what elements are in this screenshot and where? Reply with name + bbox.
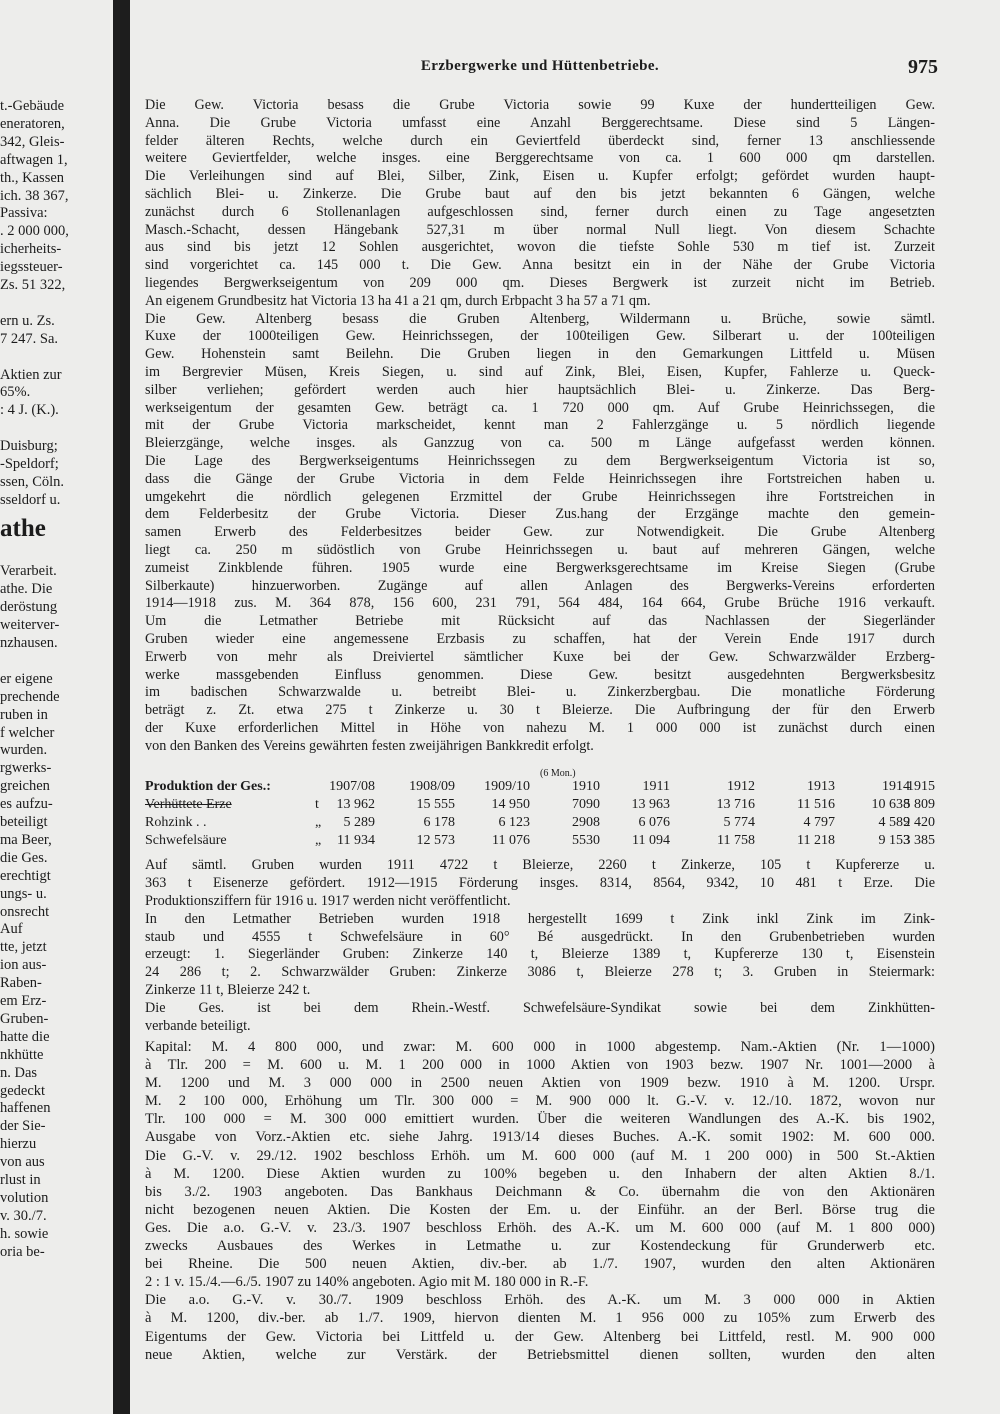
text-line: mit der Grube Victoria markscheidet, kennt man 2 Fahlerzgänge u. 5 nördlich liegende: [145, 417, 935, 434]
text-line: weitere Geviertfelder, welche insges. eine Berggerechtsame von ca. 1 600 000 qm darstellen.: [145, 150, 935, 167]
text-line: neue Aktien, welche zur Verstärk. der Betriebsmittel dienen sollten, wurden den alten: [145, 1346, 935, 1363]
table-cell: 2 420: [903, 815, 935, 830]
table-year-header: 1909/10: [484, 779, 530, 794]
left-fragment-line: eneratoren,: [0, 115, 65, 132]
left-fragment-line: aftwagen 1,: [0, 151, 68, 168]
left-fragment-line: th., Kassen: [0, 169, 65, 186]
left-fragment-line: hierzu: [0, 1136, 37, 1153]
text-line: 2 : 1 v. 15./4.—6./5. 1907 zu 140% angeboten. Agio mit M. 180 000 in R.-F.: [145, 1274, 589, 1291]
left-fragment-line: rlust in: [0, 1172, 41, 1188]
text-line: im Bergrevier Müsen, Kreis Siegen, u. sind auf Zink, Blei, Eisen, Kupfer, Fahlerze u. Queck-: [145, 363, 935, 380]
text-line: der Kuxe erforderlichen Mittel in Höhe von nahezu M. 1 000 000 ist zunächst durch einen: [145, 719, 935, 736]
text-line: Auf sämtl. Gruben wurden 1911 4722 t Bleierze, 2260 t Zinkerze, 105 t Kupfererze u.: [145, 857, 935, 873]
text-line: Kuxe der 1000teiligen Gew. Heinrichssegen, der 100teiligen Gew. Silberart u. der 100teiligen: [145, 328, 935, 345]
table-cell: 7090: [572, 797, 600, 812]
table-year-header: 1913: [807, 779, 835, 794]
text-line: Die Verleihungen sind auf Blei, Silber, Zink, Eisen u. Kupfer erfolgt; gefördet wurden haupt-: [145, 168, 935, 185]
text-line: Zinkerze 11 t, Bleierze 242 t.: [145, 982, 311, 999]
text-line: beträgt z. Zt. etwa 275 t Zinkerze u. 30 t Bleierze. Die Aufbringung der für den Erwerb: [145, 702, 935, 719]
left-fragment-line: Duisburg;: [0, 438, 58, 455]
left-fragment-line: Verarbeit.: [0, 563, 57, 580]
table-row-label: Rohzink . .: [145, 815, 207, 830]
text-line: M. 1200 und M. 3 000 000 in 2500 neuen Aktien von 1909 bezw. 1910 à M. 1200. Urspr.: [145, 1075, 935, 1092]
text-line: Die G.-V. v. 29./12. 1902 beschloss Erhöh. um M. 600 000 (auf M. 1 200 000) in 500 St.-Aktien: [145, 1147, 935, 1164]
left-fragment-line: h. sowie: [0, 1225, 49, 1242]
left-fragment-line: : 4 J. (K.).: [0, 402, 59, 419]
section-output-figures: [145, 857, 935, 1036]
left-fragment-line: er eigene: [0, 670, 53, 687]
text-line: zunächst durch 6 Stollenanlagen aufgeschlossen sind, ferner durch einen zu Tage angesetzten: [145, 203, 935, 220]
text-line: 24 286 t; 2. Schwarzwälder Gruben: Zinkerze 3086 t, Bleierze 278 t; 3. Gruben in Steiermark:: [145, 964, 935, 981]
text-line: erzeugt: 1. Siegerländer Gruben: Zinkerze 140 t, Bleierze 1389 t, Kupfererze 130 t, Eisenstein: [145, 946, 935, 963]
text-line: zwecks Ausbaues des Werkes in Letmathe u. zur Kostendeckung für Grunderwerb etc.: [145, 1238, 935, 1255]
text-line: dass die Gänge der Grube Victoria in dem Felde Heinrichssegen ihre Fortstreichen haben u.: [145, 470, 935, 487]
left-fragment-line: Gruben-: [0, 1010, 49, 1027]
left-fragment-line: icherheits-: [0, 241, 62, 258]
text-line: à M. 1200. Diese Aktien wurden zu 100% begeben u. den Inhabern der alten Aktien 8./1.: [145, 1165, 935, 1182]
text-line: bis 3./2. 1903 angeboten. Das Bankhaus Deichmann & Co. übernahm die von den Aktionären: [145, 1183, 935, 1200]
table-title: Produktion der Ges.:: [145, 779, 271, 794]
text-line: Gew. Hohenstein samt Beilehn. Die Gruben liegen in den Gemarkungen Littfeld u. Müsen: [145, 346, 935, 363]
table-cell: 10 638: [871, 797, 910, 812]
text-line: Die Ges. ist bei dem Rhein.-Westf. Schwefelsäure-Syndikat sowie bei dem Zinkhütten-: [145, 1000, 935, 1017]
text-line: felder älteren Rechts, welche durch ein Geviertfeld überdeckt sind, ferner 13 anschliessende: [145, 132, 935, 149]
left-fragment-line: ich. 38 367,: [0, 187, 69, 204]
text-line: Die Gew. Altenberg besass die Gruben Altenberg, Wildermann u. Brüche, sowie sämtl.: [145, 310, 935, 327]
left-fragment-line: die Ges.: [0, 849, 48, 866]
text-line: von den Banken des Vereins gewährten festen zweijährigen Bankkredit erfolgt.: [145, 737, 594, 754]
text-line: werke massgebenden Einfluss genommen. Diese Gew. besitzt ausgedehnten Bergwerksbesitz: [145, 666, 935, 683]
table-cell: 6 178: [423, 815, 455, 830]
text-line: zumeist Zinkblende führen. 1905 wurde eine Bergwerksgerechtsame im Kreise Siegen (Grube: [145, 559, 935, 576]
left-fragment-line: prechende: [0, 688, 60, 705]
left-fragment-line: n. Das: [0, 1064, 38, 1081]
left-fragment-line: Aktien zur: [0, 366, 62, 383]
table-cell: 3 385: [903, 833, 935, 848]
text-line: samen Erwerb des Felderbesitzes beider Gew. zur Notwendigkeit. Die Grube Altenberg: [145, 524, 935, 541]
left-fragment-line: ma Beer,: [0, 831, 52, 848]
table-year-header: 1911: [642, 779, 670, 794]
text-line: umgekehrt die nördlich gelegenen Erzmittel der Grube Heinrichssegen ihre Fortstreichen in: [145, 488, 935, 505]
text-line: Masch.-Schacht, dessen Hängebank 527,31 m über normal Null liegt. Von diesem Schachte: [145, 221, 935, 238]
table-cell: 11 934: [337, 833, 375, 848]
table-cell: 11 218: [797, 833, 835, 848]
table-row-unit: t: [315, 797, 319, 812]
table-cell: 5 809: [903, 797, 935, 812]
left-fragment-line: iegssteuer-: [0, 259, 63, 276]
text-line: Die Gew. Victoria besass die Grube Victoria sowie 99 Kuxe der hundertteiligen Gew.: [145, 97, 935, 113]
left-fragment-line: erechtigt: [0, 867, 51, 884]
text-line: Gruben wieder eine angemessene Erzbasis zu schaffen, hat der Verein Ende 1917 durch: [145, 630, 935, 647]
left-fragment-line: oria be-: [0, 1243, 45, 1260]
table-note-six-months: (6 Mon.): [540, 768, 576, 779]
text-line: Erwerb von mehr als Dreiviertel sämtlicher Kuxe bei der Gew. Schwarzwälder Erzberg-: [145, 648, 935, 665]
table-cell: 11 758: [717, 833, 755, 848]
table-year-header: 1912: [727, 779, 755, 794]
text-line: Kapital: M. 4 800 000, und zwar: M. 600 000 in 1000 abgestemp. Nam.-Aktien (Nr. 1—1000): [145, 1039, 935, 1055]
left-fragment-line: gedeckt: [0, 1082, 46, 1099]
left-fragment-line: f welcher: [0, 724, 55, 741]
text-line: liegt ca. 250 m südöstlich von Grube Heinrichssegen u. baut auf mehreren Gängen, welche: [145, 541, 935, 558]
table-year-header: 1907/08: [329, 779, 375, 794]
table-header-row: [145, 779, 935, 797]
left-fragment-line: onsrecht: [0, 903, 50, 920]
text-line: liegendes Bergwerkseigentum von 209 000 qm. Dieses Bergwerk ist zurzeit nicht im Betrieb.: [145, 274, 935, 291]
left-fragment-line: Auf: [0, 921, 23, 938]
text-line: M. 2 100 000, Erhöhung um Tlr. 300 000 = M. 900 000 lt. G.-V. v. 12./10. 1872, wovon nur: [145, 1093, 935, 1110]
left-fragment-line: beteiligt: [0, 814, 48, 830]
left-fragment-line: 65%.: [0, 384, 31, 401]
table-row-unit: „: [315, 833, 322, 848]
table-row-unit: „: [315, 815, 322, 830]
text-line: sächlich Blei- u. Zinkerze. Die Grube baut auf den bis jetzt bekannten 6 Gängen, welche: [145, 185, 935, 202]
left-page-fragment: [0, 60, 112, 1414]
text-line: werkseigentum der gesamten Gew. beträgt ca. 1 720 000 qm. Auf Grube Heinrichssegen, die: [145, 399, 935, 416]
left-fragment-line: ion aus-: [0, 957, 47, 974]
left-fragment-line: t.-Gebäude: [0, 98, 65, 114]
text-line: 1914—1918 zus. M. 364 878, 156 600, 231 791, 564 484, 164 664, Grube Brüche 1916 verkauft.: [145, 595, 935, 612]
text-line: bei Rheine. Die 500 neuen Aktien, div.-ber. ab 1./7. 1907, wurden den alten Aktionären: [145, 1256, 935, 1273]
table-year-header: 1915: [907, 779, 935, 794]
table-year-header: 1910: [572, 779, 600, 794]
table-cell: 13 963: [631, 797, 670, 812]
left-fragment-line: ruben in: [0, 706, 48, 723]
text-line: Produktionsziffern für 1916 u. 1917 werden nicht veröffentlicht.: [145, 892, 511, 909]
table-row: [145, 815, 935, 833]
text-line: à M. 1200, div.-ber. ab 1./7. 1909, hiervon dienten M. 1 956 000 zu 105% zum Erwerb des: [145, 1310, 935, 1327]
text-line: Um die Letmather Betriebe mit Rücksicht auf das Nachlassen der Siegerländer: [145, 613, 935, 630]
left-fragment-line: sseldorf u.: [0, 491, 61, 508]
table-cell: 9 153: [878, 833, 910, 848]
text-line: 363 t Eisenerze gefördert. 1912—1915 Förderung insges. 8314, 8564, 9342, 10 481 t Erze. Die: [145, 874, 935, 891]
text-line: An eigenem Grundbesitz hat Victoria 13 ha 41 a 21 qm, durch Erbpacht 3 ha 57 a 71 qm.: [145, 292, 651, 309]
text-line: Eigentums der Gew. Victoria bei Littfeld u. der Gew. Altenberg bei Littfeld, restl. M. 900 000: [145, 1328, 935, 1345]
left-fragment-line: athe. Die: [0, 581, 53, 598]
table-cell: 11 076: [492, 833, 530, 848]
left-fragment-line: haffenen: [0, 1100, 51, 1117]
text-line: Die Lage des Bergwerkseigentums Heinrichssegen zu dem Bergwerkseigentum Victoria ist so,: [145, 452, 935, 469]
left-fragment-line: tte, jetzt: [0, 939, 47, 956]
table-row-label: Schwefelsäure: [145, 833, 227, 848]
text-line: sind vorgerichtet ca. 145 000 t. Die Gew. Anna besitzt ein in der Nähe der Grube Victoria: [145, 257, 935, 274]
table-year-header: 1914: [882, 779, 910, 794]
table-row: [145, 833, 935, 851]
left-fragment-line: athe: [0, 514, 46, 542]
left-fragment-line: Zs. 51 322,: [0, 277, 66, 293]
text-line: Anna. Die Grube Victoria umfasst eine Anzahl Berggerechtsame. Diese sind 5 Längen-: [145, 114, 935, 131]
table-cell: 14 950: [491, 797, 530, 812]
left-fragment-line: rgwerks-: [0, 760, 52, 777]
section-mines-description: [145, 97, 935, 755]
text-line: im badischen Schwarzwalde u. betreibt Blei- u. Zinkerzbergbau. Die monatliche Förderung: [145, 684, 935, 701]
text-line: Ges. Die a.o. G.-V. v. 23./3. 1907 beschloss Erhöh. des A.-K. um M. 600 000 (auf M. 1 800 000): [145, 1219, 935, 1236]
text-line: Bleierzgänge, welche insges. als Ganzzug von ca. 500 m Länge aufgefasst werden können.: [145, 435, 935, 452]
table-year-header: 1908/09: [409, 779, 455, 794]
left-fragment-line: volution: [0, 1189, 49, 1206]
text-line: silber verliehen; gefördert werden auch hier hauptsächlich Blei- u. Zinkerze. Das Berg-: [145, 381, 935, 398]
left-fragment-line: von aus: [0, 1154, 45, 1171]
table-cell: 15 555: [416, 797, 455, 812]
page-number: 975: [908, 56, 938, 78]
table-cell: 11 516: [797, 797, 835, 812]
left-fragment-line: em Erz-: [0, 993, 47, 1009]
left-fragment-line: 7 247. Sa.: [0, 330, 58, 347]
table-row: [145, 797, 935, 815]
left-fragment-line: wurden.: [0, 742, 48, 759]
table-cell: 13 962: [336, 797, 375, 812]
text-line: staub und 4555 t Schwefelsäure in 60° Bé ausgedrückt. In den Grubenbetrieben wurden: [145, 928, 935, 945]
text-line: Die a.o. G.-V. v. 30./7. 1909 beschloss Erhöh. des A.-K. um M. 3 000 000 in Aktien: [145, 1292, 935, 1309]
left-fragment-line: 342, Gleis-: [0, 133, 65, 150]
table-cell: 2908: [572, 815, 600, 830]
text-line: nicht bezogenen neuen Aktien. Die Kosten der Em. u. der Einführ. an der Berl. Börse trug die: [145, 1201, 935, 1218]
left-fragment-line: Raben-: [0, 975, 42, 992]
left-fragment-line: der Sie-: [0, 1118, 46, 1135]
left-fragment-line: nzhausen.: [0, 635, 58, 651]
left-fragment-line: v. 30./7.: [0, 1207, 47, 1224]
section-capital: [145, 1038, 935, 1364]
left-fragment-line: es aufzu-: [0, 796, 53, 813]
table-cell: 5 774: [723, 815, 755, 830]
text-line: aus sind bis jetzt 12 Sohlen ausgerichtet, wovon die tiefste Sohle 530 m tief ist. Zurzeit: [145, 239, 935, 256]
left-fragment-line: Passiva:: [0, 205, 48, 222]
table-cell: 11 094: [632, 833, 670, 848]
header-title: Erzbergwerke und Hüttenbetriebe.: [420, 58, 660, 74]
left-fragment-line: ungs- u.: [0, 885, 47, 902]
text-line: dem Felderbesitz der Grube Victoria. Dieser Zus.hang der Erzgänge machte den gemein-: [145, 506, 935, 523]
left-fragment-line: ern u. Zs.: [0, 312, 55, 329]
table-cell: 4 797: [803, 815, 835, 830]
table-cell: 4 589: [878, 815, 910, 830]
text-line: Silberkaute) hinzuerworben. Zugänge auf allen Anlagen des Bergwerks-Vereins erforderten: [145, 577, 935, 594]
left-fragment-line: hatte die: [0, 1028, 50, 1045]
left-fragment-line: nkhütte: [0, 1046, 44, 1063]
left-fragment-line: ssen, Cöln.: [0, 473, 65, 490]
text-line: In den Letmather Betrieben wurden 1918 hergestellt 1699 t Zink inkl Zink im Zink-: [145, 910, 935, 927]
text-line: Ausgabe von Vorz.-Aktien etc. siehe Jahrg. 1913/14 dieses Buches. A.-K. somit 1902: M. 600 000.: [145, 1129, 935, 1146]
left-fragment-line: . 2 000 000,: [0, 223, 69, 240]
left-fragment-line: -Speldorf;: [0, 456, 59, 472]
text-line: à Tlr. 200 = M. 600 u. M. 1 200 000 in 1000 Aktien von 1903 bezw. 1907 Nr. 1001—2000 à: [145, 1057, 935, 1074]
book-spine-gutter: [113, 0, 130, 1414]
text-line: verbande beteiligt.: [145, 1018, 251, 1035]
running-header: [140, 56, 940, 84]
left-fragment-line: greichen: [0, 778, 50, 795]
table-cell: 5530: [572, 833, 600, 848]
text-line: Tlr. 100 000 = M. 300 000 emittiert wurden. Über die weiteren Wandlungen des A.-K. bis 1902,: [145, 1111, 935, 1128]
table-cell: 6 076: [638, 815, 670, 830]
table-cell: 6 123: [498, 815, 530, 830]
table-cell: 12 573: [416, 833, 455, 848]
table-row-label: Verhüttete Erze: [145, 797, 232, 812]
left-fragment-line: deröstung: [0, 599, 58, 616]
table-cell: 5 289: [343, 815, 375, 830]
left-fragment-line: weiterver-: [0, 617, 60, 634]
table-cell: 13 716: [716, 797, 755, 812]
